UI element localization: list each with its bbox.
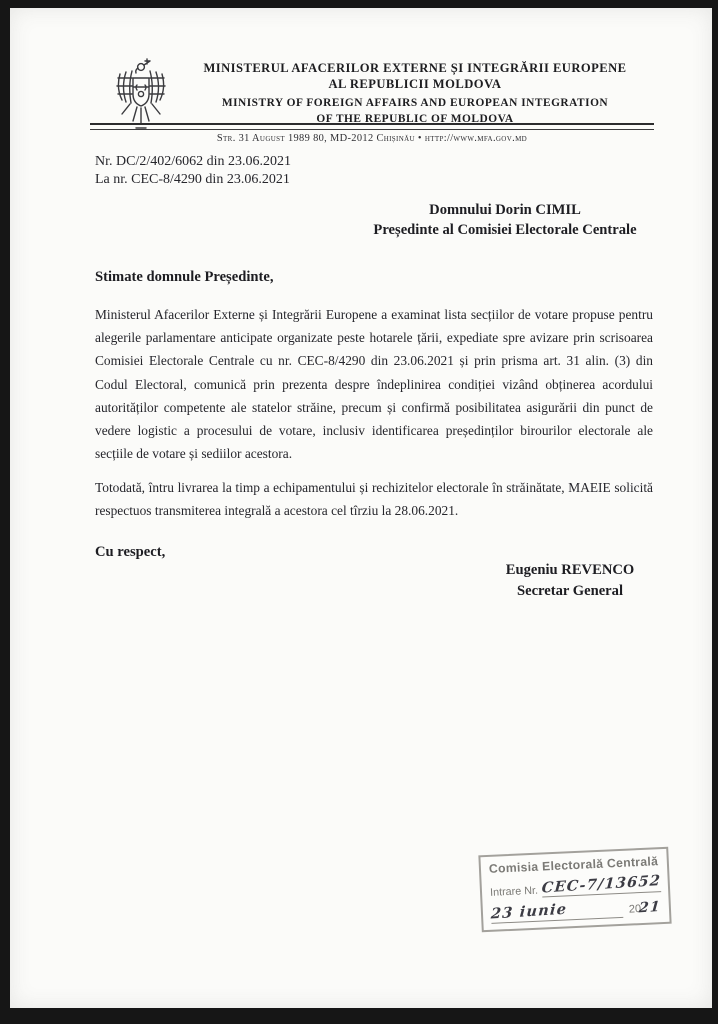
closing-phrase: Cu respect,: [95, 544, 166, 560]
reference-block: [95, 153, 291, 188]
stamp-date-line: [491, 899, 624, 924]
stamp-entry-row: [490, 873, 661, 900]
addressee-block: [350, 200, 660, 240]
signatory-title: Secretar General: [516, 583, 624, 599]
letterhead-divider: [90, 123, 654, 130]
incoming-reference: La nr. CEC-8/4290 din 23.06.2021: [95, 171, 290, 187]
ministry-name-ro: MINISTERUL AFACERILOR EXTERNE ȘI INTEGRĂRII EUROPENE: [203, 61, 627, 75]
stamp-year-printed: 20: [628, 903, 642, 916]
body-paragraph-1: Ministerul Afacerilor Externe și Integrării Europene a examinat lista secțiilor de votare propuse pentru alegerile parlamentare anticipate organizate peste hotarele țării, expediate spre avizare prin scrisoarea Comisiei Electorale Centrale cu nr. CEC-8/4290 din 23.06.2021 și prin prisma art. 31 alin. (3) din Codul Electoral, comunică prin prezenta despre îndeplinirea condiției vizând obținerea acordului autorităților competente ale statelor străine, precum și confirmă posibilitatea asigurării din punct de vedere logistic a procesului de votare, inclusiv identificarea președinților birourilor electorale ale secțiile de votare și sediilor acestora.: [95, 307, 653, 462]
letterhead-titles: [180, 60, 650, 127]
signatory-name: Eugeniu REVENCO: [505, 562, 635, 578]
body-paragraph-2: Totodată, întru livrarea la timp a echipamentului și rechizitelor electorale în străinătate, MAEIE solicită respectuos transmiterea integrală a acestora cel tîrziu la 28.06.2021.: [95, 480, 653, 519]
stamp-entry-number-handwritten: CEC-7/13652: [541, 872, 662, 897]
ministry-name-ro-2: AL REPUBLICII MOLDOVA: [328, 77, 502, 91]
stamp-year: [628, 900, 661, 917]
letter-page: [10, 8, 712, 1008]
letterhead-address: Str. 31 August 1989 80, MD-2012 Chișinău • http://www.mfa.gov.md: [216, 133, 528, 144]
salutation: Stimate domnule Președinte,: [95, 269, 274, 285]
signature-block: [420, 560, 718, 602]
stamp-organization: Comisia Electorală Centrală: [488, 854, 659, 876]
stamp-date-handwritten: 23 iunie: [490, 900, 568, 923]
ministry-name-en-2: OF THE REPUBLIC OF MOLDOVA: [316, 113, 514, 125]
addressee-title: Președinte al Comisiei Electorale Centrale: [373, 222, 637, 238]
stamp-entry-line: [541, 873, 661, 897]
ministry-name-en: MINISTRY OF FOREIGN AFFAIRS AND EUROPEAN INTEGRATION: [221, 97, 609, 109]
addressee-name: Domnului Dorin CIMIL: [429, 202, 581, 218]
stamp-entry-label: Intrare Nr.: [489, 884, 539, 899]
stamp-year-handwritten: 21: [638, 898, 662, 917]
registration-stamp: [478, 847, 671, 933]
stamp-date-row: [491, 897, 662, 924]
outgoing-reference: Nr. DC/2/402/6062 din 23.06.2021: [95, 154, 292, 169]
